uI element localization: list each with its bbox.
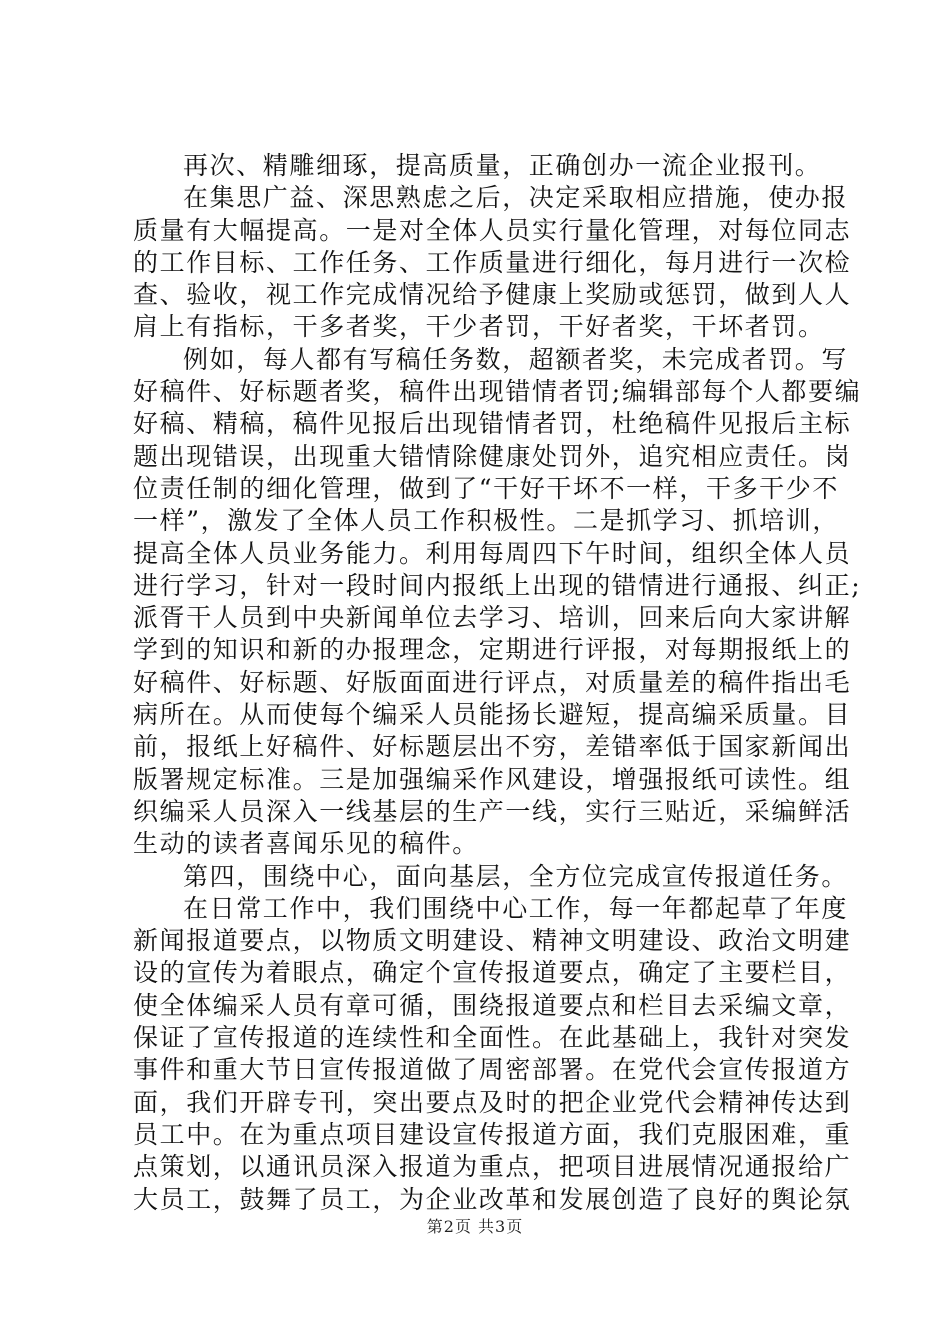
paragraph-line: 生动的读者喜闻乐见的稿件。 bbox=[133, 829, 479, 859]
paragraph-line: 一样”，激发了全体人员工作积极性。二是抓学习、抓培训， bbox=[133, 506, 839, 536]
paragraph-line: 好稿、精稿，稿件见报后出现错情者罚，杜绝稿件见报后主标 bbox=[133, 409, 852, 439]
paragraph-line: 质量有大幅提高。一是对全体人员实行量化管理，对每位同志 bbox=[133, 215, 852, 245]
paragraph-line: 保证了宣传报道的连续性和全面性。在此基础上，我针对突发 bbox=[133, 1023, 852, 1053]
paragraph-line: 查、验收，视工作完成情况给予健康上奖励或惩罚，做到人人 bbox=[133, 280, 852, 310]
paragraph-line: 使全体编采人员有章可循，围绕报道要点和栏目去采编文章， bbox=[133, 990, 852, 1020]
paragraph-line: 派胥干人员到中央新闻单位去学习、培训，回来后向大家讲解 bbox=[133, 603, 852, 633]
page-number-footer: 第2页 共3页 bbox=[426, 1217, 524, 1236]
paragraph-first-line: 再次、精雕细琢，提高质量，正确创办一流企业报刊。 bbox=[183, 151, 822, 180]
paragraph-line: 大员工，鼓舞了员工，为企业改革和发展创造了良好的舆论氛 bbox=[133, 1184, 852, 1214]
paragraph-line: 提高全体人员业务能力。利用每周四下午时间，组织全体人员 bbox=[133, 538, 852, 568]
paragraph-line: 肩上有指标，干多者奖，干少者罚，干好者奖，干坏者罚。 bbox=[133, 312, 825, 342]
paragraph-line: 事件和重大节日宣传报道做了周密部署。在党代会宣传报道方 bbox=[133, 1055, 852, 1085]
paragraph-first-line: 在集思广益、深思熟虑之后，决定采取相应措施，使办报 bbox=[183, 183, 849, 213]
paragraph-line: 版署规定标准。三是加强编采作风建设，增强报纸可读性。组 bbox=[133, 764, 852, 794]
paragraph-line: 前，报纸上好稿件、好标题层出不穷，差错率低于国家新闻出 bbox=[133, 732, 852, 762]
paragraph-first-line: 第四，围绕中心，面向基层，全方位完成宣传报道任务。 bbox=[183, 861, 849, 891]
paragraph-line: 设的宣传为着眼点，确定个宣传报道要点，确定了主要栏目， bbox=[133, 958, 852, 988]
paragraph-first-line: 例如，每人都有写稿任务数，超额者奖，未完成者罚。写 bbox=[183, 344, 849, 374]
paragraph-line: 病所在。从而使每个编采人员能扬长避短，提高编采质量。目 bbox=[133, 700, 852, 730]
paragraph-first-line: 在日常工作中，我们围绕中心工作，每一年都起草了年度 bbox=[183, 893, 849, 923]
paragraph-line: 题出现错误，出现重大错情除健康处罚外，追究相应责任。岗 bbox=[133, 441, 852, 471]
paragraph-line: 面，我们开辟专刊，突出要点及时的把企业党代会精神传达到 bbox=[133, 1087, 852, 1117]
paragraph-line: 位责任制的细化管理，做到了“干好干坏不一样，干多干少不 bbox=[133, 473, 839, 503]
paragraph-line: 学到的知识和新的办报理念，定期进行评报，对每期报纸上的 bbox=[133, 635, 852, 665]
paragraph-line: 好稿件、好标题、好版面面进行评点，对质量差的稿件指出毛 bbox=[133, 667, 852, 697]
paragraph-line: 员工中。在为重点项目建设宣传报道方面，我们克服困难，重 bbox=[133, 1119, 852, 1149]
paragraph-line: 的工作目标、工作任务、工作质量进行细化，每月进行一次检 bbox=[133, 247, 852, 277]
paragraph-line: 织编采人员深入一线基层的生产一线，实行三贴近，采编鲜活 bbox=[133, 796, 852, 826]
paragraph-line: 进行学习，针对一段时间内报纸上出现的错情进行通报、纠正; bbox=[133, 570, 862, 600]
paragraph-line: 好稿件、好标题者奖，稿件出现错情者罚;编辑部每个人都要编 bbox=[133, 377, 862, 407]
body-text bbox=[133, 150, 862, 1216]
paragraph-line: 新闻报道要点，以物质文明建设、精神文明建设、政治文明建 bbox=[133, 926, 852, 956]
paragraph-line: 点策划，以通讯员深入报道为重点，把项目进展情况通报给广 bbox=[133, 1152, 852, 1182]
